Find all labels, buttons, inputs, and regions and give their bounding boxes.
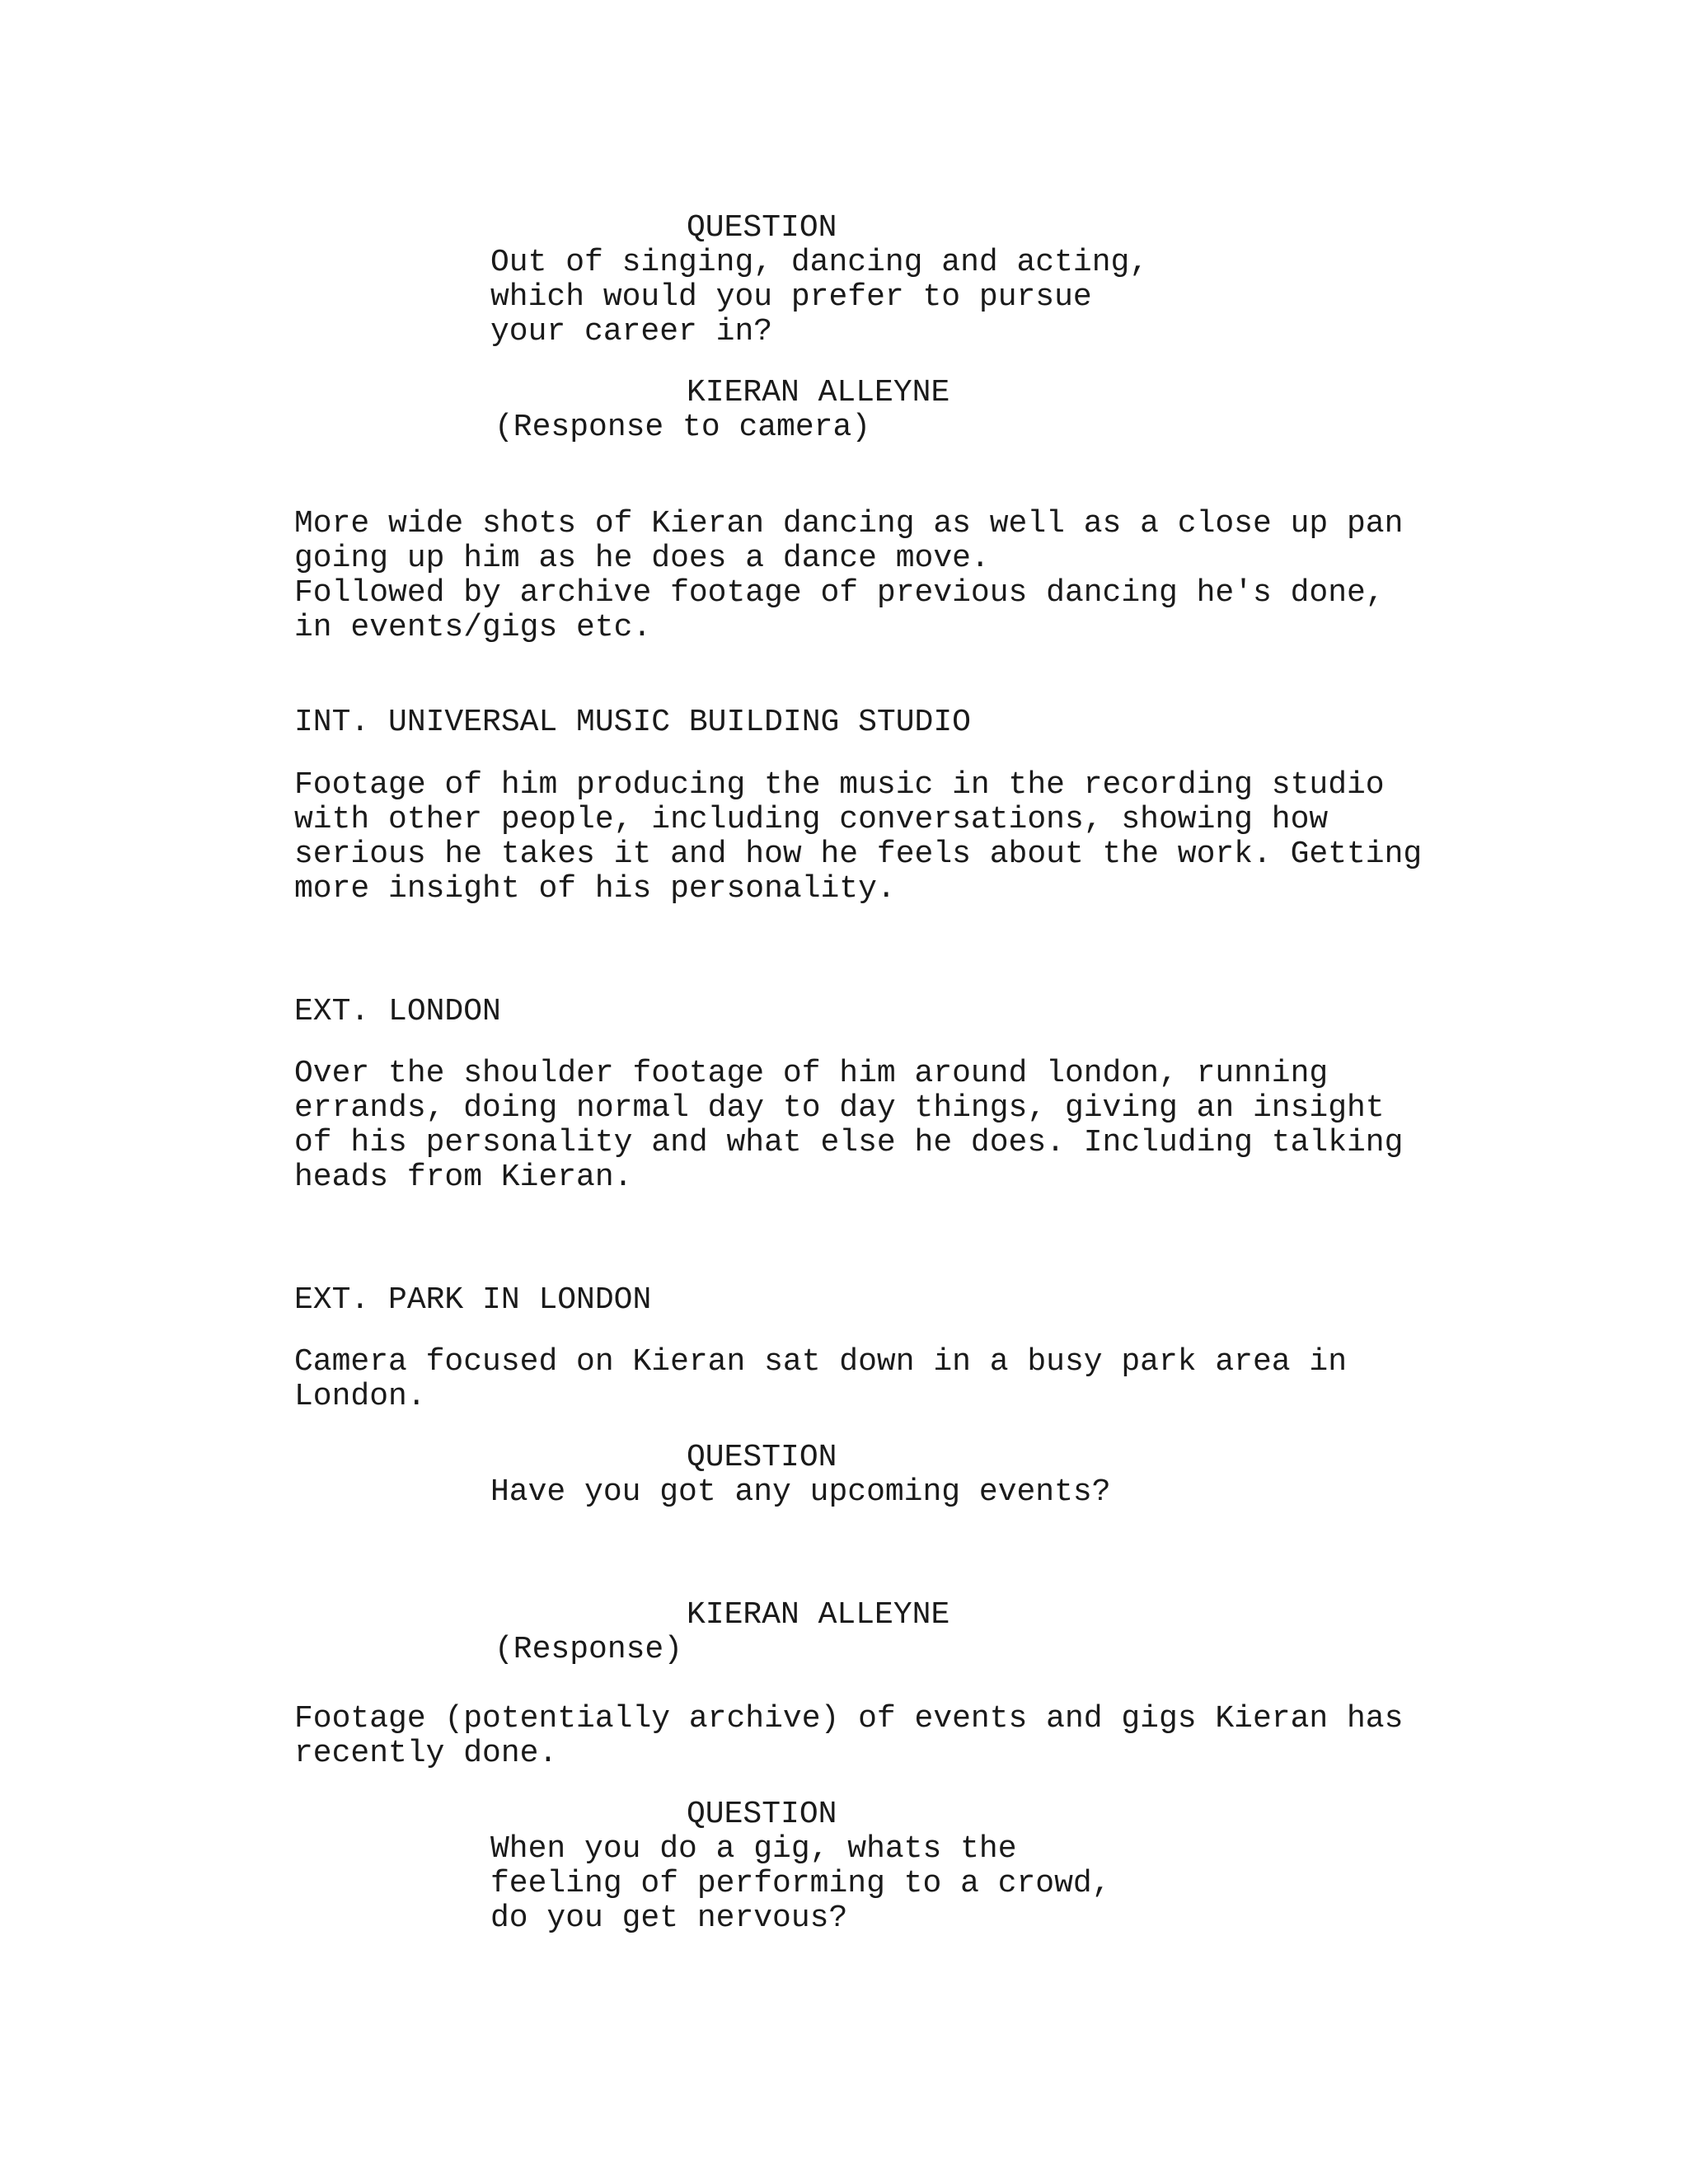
action-line: recently done. <box>294 1736 558 1771</box>
parenthetical: (Response) <box>495 1632 683 1667</box>
action-line: heads from Kieran. <box>294 1160 633 1195</box>
dialogue-line: do you get nervous? <box>490 1900 848 1936</box>
action-line: Camera focused on Kieran sat down in a busy park area in <box>294 1344 1348 1380</box>
action-line: Followed by archive footage of previous dancing he's done, <box>294 575 1385 611</box>
dialogue-line: which would you prefer to pursue <box>490 279 1092 315</box>
dialogue-line: your career in? <box>490 314 773 349</box>
character-cue-kieran: KIERAN ALLEYNE <box>687 1597 950 1633</box>
action-line: Over the shoulder footage of him around london, running <box>294 1056 1329 1091</box>
action-line: More wide shots of Kieran dancing as well as a close up pan <box>294 506 1404 541</box>
dialogue-line: When you do a gig, whats the <box>490 1831 1017 1867</box>
action-line: errands, doing normal day to day things, giving an insight <box>294 1090 1385 1126</box>
character-cue-question: QUESTION <box>687 1797 837 1832</box>
action-line: serious he takes it and how he feels about the work. Getting <box>294 837 1423 872</box>
scene-heading: EXT. LONDON <box>294 994 501 1029</box>
action-line: in events/gigs etc. <box>294 610 652 645</box>
action-line: Footage of him producing the music in the recording studio <box>294 767 1385 803</box>
action-line: going up him as he does a dance move. <box>294 541 990 576</box>
scene-heading: INT. UNIVERSAL MUSIC BUILDING STUDIO <box>294 705 971 740</box>
scene-heading: EXT. PARK IN LONDON <box>294 1282 652 1318</box>
dialogue-line: Have you got any upcoming events? <box>490 1474 1111 1510</box>
parenthetical: (Response to camera) <box>495 410 871 445</box>
action-line: Footage (potentially archive) of events and gigs Kieran has <box>294 1701 1404 1736</box>
action-line: with other people, including conversations, showing how <box>294 802 1329 837</box>
dialogue-line: Out of singing, dancing and acting, <box>490 245 1149 280</box>
character-cue-kieran: KIERAN ALLEYNE <box>687 375 950 410</box>
character-cue-question: QUESTION <box>687 1440 837 1475</box>
dialogue-line: feeling of performing to a crowd, <box>490 1866 1111 1901</box>
character-cue-question: QUESTION <box>687 210 837 246</box>
action-line: more insight of his personality. <box>294 871 896 907</box>
action-line: London. <box>294 1379 426 1414</box>
action-line: of his personality and what else he does. Including talking <box>294 1125 1404 1160</box>
